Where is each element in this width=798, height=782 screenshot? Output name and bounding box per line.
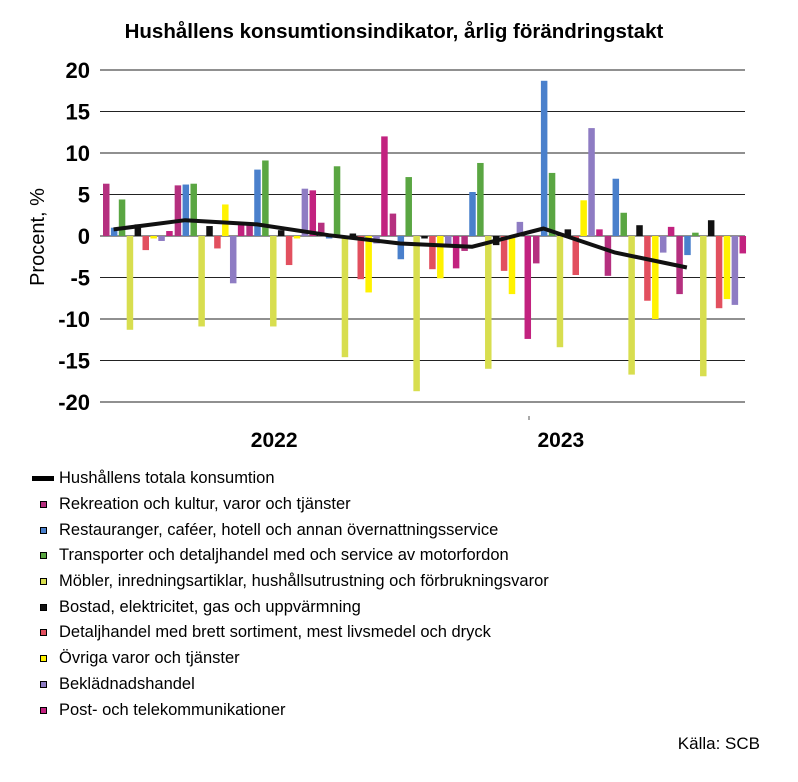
bar [501, 236, 508, 271]
y-tick-label: -15 [58, 348, 90, 374]
chart-title: Hushållens konsumtionsindikator, årlig förändringstakt [124, 20, 664, 43]
bar [150, 236, 157, 238]
bar [143, 236, 150, 250]
bar [740, 236, 747, 253]
bar [549, 173, 556, 236]
bar [302, 189, 309, 236]
bar [477, 163, 484, 236]
y-tick-label: 5 [77, 182, 90, 208]
bar [421, 236, 428, 238]
bar [413, 236, 420, 391]
legend-swatch [40, 629, 47, 636]
bar [158, 236, 165, 241]
bar [692, 233, 699, 236]
bar [620, 213, 627, 236]
bar [700, 236, 707, 376]
bar [222, 204, 229, 236]
bar [175, 185, 182, 236]
legend-label: Bostad, elektricitet, gas och uppvärmning [59, 597, 361, 616]
legend-swatch [40, 552, 47, 559]
legend-swatch [40, 655, 47, 662]
bar [541, 81, 548, 236]
bar [708, 220, 715, 236]
bar [230, 236, 237, 283]
bar [724, 236, 731, 299]
x-tick-label: 2023 [537, 429, 585, 452]
bar [278, 230, 285, 236]
bar [596, 229, 603, 236]
y-tick-label: -10 [58, 307, 90, 332]
bar [509, 236, 516, 294]
legend-swatch [40, 527, 47, 534]
bar [198, 236, 205, 326]
y-axis-label: Procent, % [27, 188, 49, 286]
legend-item [32, 672, 549, 698]
bar [644, 236, 651, 301]
legend-item [32, 492, 549, 518]
y-tick-label: 20 [65, 58, 90, 83]
bar [461, 236, 468, 251]
y-tick-label: 10 [65, 141, 90, 166]
bar [636, 225, 643, 236]
y-tick-label: 0 [77, 224, 90, 249]
bar [445, 236, 452, 244]
bar [557, 236, 564, 347]
y-axis [58, 58, 90, 415]
source-label: Källa: SCB [677, 734, 760, 753]
bar [732, 236, 739, 305]
bar [533, 236, 540, 263]
bar [485, 236, 492, 369]
legend [32, 466, 549, 723]
legend-label: Rekreation och kultur, varor och tjänster [59, 495, 351, 514]
legend-item [32, 697, 549, 723]
legend-label: Hushållens totala konsumtion [59, 469, 275, 488]
bar [358, 236, 365, 279]
bar [405, 177, 412, 236]
bar [183, 185, 190, 236]
bar [381, 136, 388, 236]
bar [660, 236, 667, 253]
bar [580, 200, 587, 236]
bar [365, 236, 372, 292]
legend-swatch [40, 501, 47, 508]
legend-item [32, 569, 549, 595]
bar [294, 236, 301, 238]
bar [605, 236, 612, 276]
bar [469, 192, 476, 236]
bar [190, 184, 197, 236]
bar [453, 236, 460, 268]
legend-swatch [40, 707, 47, 714]
bar [429, 236, 436, 269]
bar [668, 227, 675, 236]
bar [716, 236, 723, 308]
bar [246, 225, 253, 236]
x-axis [251, 416, 584, 452]
bar [166, 231, 173, 236]
legend-item [32, 594, 549, 620]
legend-swatch [40, 681, 47, 688]
bar [103, 184, 110, 236]
bar [286, 236, 293, 265]
legend-item [32, 646, 549, 672]
bar [390, 214, 397, 236]
legend-label: Restauranger, caféer, hotell och annan övernattningsservice [59, 520, 499, 539]
bar [613, 179, 620, 236]
bar [206, 226, 213, 236]
bar [684, 236, 691, 255]
legend-label: Transporter och detaljhandel med och service av motorfordon [59, 546, 509, 565]
x-tick-label: 2022 [250, 429, 298, 452]
legend-label: Detaljhandel med brett sortiment, mest livsmedel och dryck [59, 623, 491, 642]
y-tick-label: 15 [65, 99, 90, 125]
bar [334, 166, 341, 236]
legend-item [32, 620, 549, 646]
bar [270, 236, 277, 326]
legend-item [32, 543, 549, 569]
bar [127, 236, 134, 330]
legend-swatch [40, 578, 47, 585]
bar [214, 236, 221, 248]
legend-label: Post- och telekommunikationer [59, 700, 286, 719]
bar [310, 190, 317, 236]
bar [652, 236, 659, 319]
y-tick-label: -20 [58, 390, 90, 415]
legend-item [32, 517, 549, 543]
bar [342, 236, 349, 357]
bar [588, 128, 595, 236]
legend-swatch [40, 604, 47, 611]
legend-item-total [32, 466, 549, 492]
bar [350, 234, 357, 236]
bar [437, 236, 444, 278]
legend-label: Övriga varor och tjänster [59, 649, 240, 668]
bars [103, 81, 746, 391]
legend-label: Möbler, inredningsartiklar, hushållsutrustning och förbrukningsvaror [59, 572, 549, 591]
legend-line-swatch [32, 476, 54, 481]
bar [525, 236, 532, 339]
legend-label: Beklädnadshandel [59, 674, 195, 693]
bar [398, 236, 405, 259]
y-tick-label: -5 [70, 265, 90, 291]
